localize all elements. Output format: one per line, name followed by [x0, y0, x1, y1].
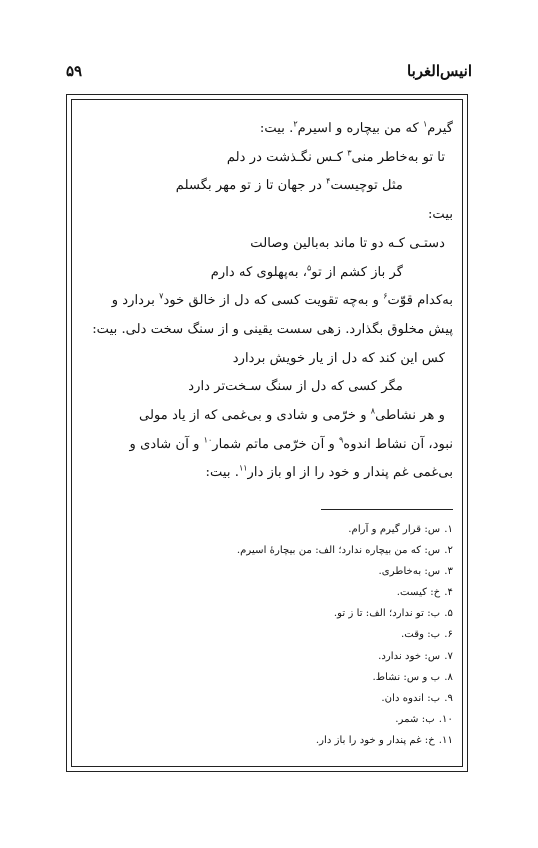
- footnote-item: ۳.س: به‌خاطری.: [378, 566, 453, 578]
- footnote-ref: ۹: [339, 435, 344, 445]
- verse-line: گر باز کشم از تو$^۵$، به‌پهلوی که دارم: [210, 263, 403, 280]
- footnote-ref: ۲: [293, 119, 298, 129]
- footnotes: [81, 519, 453, 751]
- page-header: [66, 62, 472, 86]
- footnote-ref: ۱۰: [203, 435, 213, 445]
- verse-heading: بیت:: [427, 207, 453, 223]
- verse-line: کس این کند که دل از یار خویش بردارد: [232, 350, 445, 366]
- footnote-ref: ۱۱: [238, 464, 248, 474]
- verse-line: دستـی کـه دو تا ماند به‌بالین وصالت: [250, 235, 445, 251]
- prose-line: به‌کدام قوّت$^۶$ و به‌چه تقویت کسی که دل از خالق خود$^۷$ بردارد و: [111, 291, 453, 309]
- verse-line: تا تو به‌خاطر منی$^۳$ کـس نگـذشت در دلم: [226, 148, 445, 165]
- footnote-ref: ۶: [383, 291, 388, 301]
- footnote-item: ۷.س: خود ندارد.: [378, 650, 453, 662]
- footnote-ref: ۳: [347, 148, 352, 158]
- footnote-item: ۹.ب: اندوه دان.: [381, 692, 453, 704]
- footnote-item: ۶.ب: وقت.: [400, 629, 453, 641]
- footnote-item: ۲.س: که من بیچاره ندارد؛ الف: من بیچارهٔ اسیرم.: [236, 545, 453, 557]
- page-frame: [66, 94, 468, 772]
- footnote-ref: ۱: [423, 119, 428, 129]
- prose-line: بی‌غمی غم پندار و خود را از او باز دار$^{۱۱}$. بیت:: [205, 464, 453, 481]
- running-title: انیس‌الغربا: [407, 62, 472, 80]
- prose-line: پیش مخلوق بگذارد. زهی سست یقینی و از سنگ سخت دلی. بیت:: [92, 321, 453, 337]
- footnote-item: ۵.ب: تو ندارد؛ الف: تا ز تو.: [333, 608, 453, 620]
- footnote-ref: ۸: [370, 406, 376, 416]
- footnote-ref: ۴: [326, 177, 331, 187]
- main-text: [81, 115, 453, 488]
- footnote-item: ۱۱.خ: غم پندار و خود را باز دار.: [315, 734, 453, 746]
- text-line: گیرم$^۱$ که من بیچاره و اسیرم$^۲$. بیت:: [259, 119, 453, 136]
- verse-line: مثل توچیست$^۴$ در جهان تا ز تو مهر بگسلم: [175, 177, 403, 194]
- footnote-item: ۱۰.ب: شمر.: [395, 713, 453, 725]
- footnote-divider: [321, 509, 453, 510]
- prose-line: نبود، آن نشاط اندوه$^۹$ و آن خرّمی ماتم شمار$^{۱۰}$ و آن شادی و: [129, 435, 453, 452]
- footnote-item: ۱.س: قرار گیرم و آرام.: [348, 524, 453, 535]
- verse-line: مگر کسی که دل از سنگ سـخت‌تر دارد: [188, 379, 403, 395]
- footnote-ref: ۷: [159, 291, 164, 301]
- prose-line: و هر نشاطی$^۸$ و خرّمی و شادی و بی‌غمی که از یاد مولی: [138, 406, 445, 424]
- footnote-item: ۴.خ: کیست.: [396, 587, 453, 599]
- footnote-ref: ۵: [306, 263, 312, 273]
- footnote-item: ۸.ب و س: نشاط.: [372, 671, 453, 683]
- page-number: ۵۹: [66, 62, 83, 80]
